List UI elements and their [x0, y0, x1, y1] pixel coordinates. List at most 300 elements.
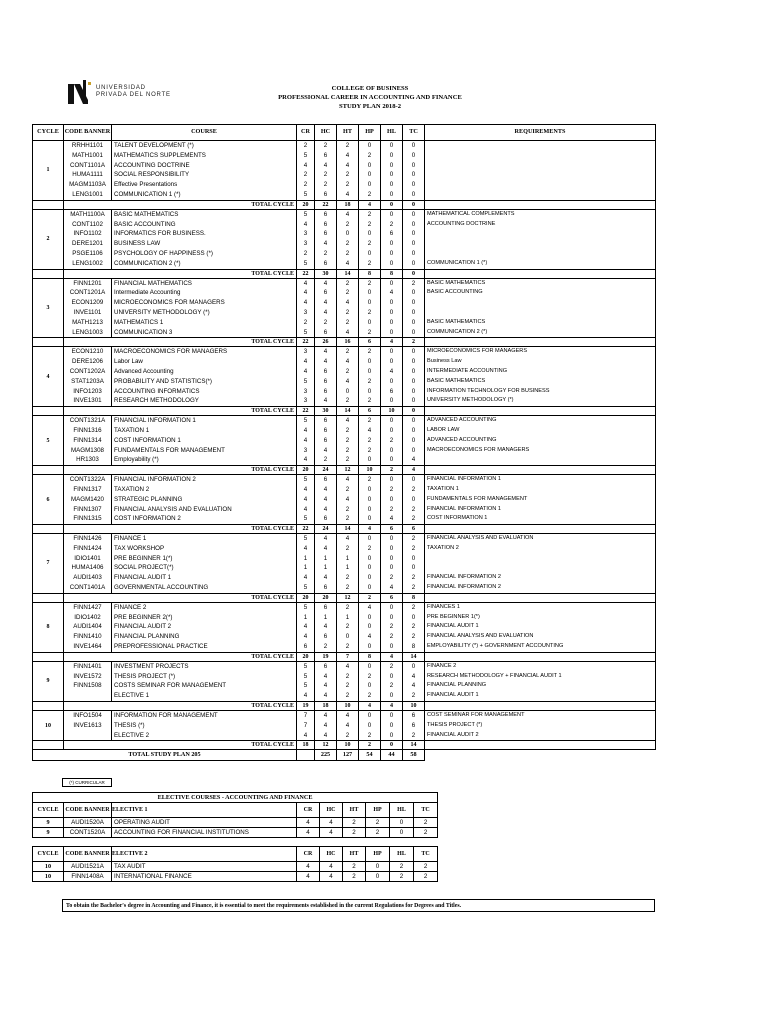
course-hc: 6: [323, 584, 328, 592]
total-hp: 4: [359, 702, 381, 711]
col-cycle: CYCLE: [33, 803, 64, 818]
tc-column: [403, 416, 425, 466]
course-hp: 2: [367, 692, 372, 700]
total-cycle-label: TOTAL CYCLE: [64, 525, 297, 534]
total-hc: 19: [315, 652, 337, 661]
ht-column: [337, 209, 359, 269]
elective-cycle: 9: [33, 828, 64, 838]
course-code: MATH1001: [72, 151, 103, 159]
hc-column: [315, 347, 337, 407]
total-ht: 16: [337, 338, 359, 347]
course-hl: 4: [389, 367, 394, 375]
course-requirement: TAXATION 1: [427, 485, 459, 492]
course-ht: 4: [345, 151, 350, 159]
course-hp: 0: [367, 721, 372, 729]
ht-column: [337, 534, 359, 594]
cycle-total-row: [33, 652, 656, 661]
course-hl: 0: [389, 544, 394, 552]
code-column: [64, 534, 112, 594]
total-req-spacer: [425, 200, 656, 209]
total-ht: 18: [337, 200, 359, 209]
course-tc: 2: [411, 623, 416, 631]
course-hl: 0: [389, 151, 394, 159]
total-hl: 0: [381, 741, 403, 750]
course-requirement: [427, 229, 655, 239]
course-tc: 2: [411, 505, 416, 513]
course-hc: 6: [323, 151, 328, 159]
course-name: SOCIAL PROJECT(*): [114, 564, 174, 572]
course-code: INFO1504: [73, 712, 102, 720]
ht-column: [337, 475, 359, 525]
total-req-spacer: [425, 593, 656, 602]
course-column: [112, 602, 297, 652]
course-hp: 0: [367, 623, 372, 631]
course-tc: 0: [411, 446, 416, 454]
requirements-column: [425, 661, 656, 701]
ht-column: [337, 602, 359, 652]
course-ht: 4: [345, 190, 350, 198]
course-tc: 0: [411, 476, 416, 484]
cr-column: [297, 209, 315, 269]
hc-column: [315, 602, 337, 652]
course-ht: 2: [345, 692, 350, 700]
total-cycle-label: TOTAL CYCLE: [64, 407, 297, 416]
col-tc: TC: [403, 125, 425, 141]
course-code: MAGM1103A: [69, 181, 106, 189]
cycle-block: [33, 475, 656, 525]
course-tc: 0: [411, 181, 416, 189]
course-ht: 4: [345, 535, 350, 543]
course-hl: 2: [389, 485, 394, 493]
requirements-column: [425, 209, 656, 269]
ht-column: [337, 661, 359, 701]
course-tc: 0: [411, 397, 416, 405]
elective-cycle: 10: [33, 862, 64, 872]
course-name: FINANCIAL PLANNING: [114, 633, 180, 641]
course-column: [112, 347, 297, 407]
course-column: [112, 534, 297, 594]
ht-column: [337, 416, 359, 466]
total-tc: 6: [403, 525, 425, 534]
cycle-block: [33, 347, 656, 407]
course-cr: 3: [303, 387, 308, 395]
course-requirement: BASIC MATHEMATICS: [427, 279, 486, 286]
tc-column: [403, 534, 425, 594]
course-cr: 5: [303, 535, 308, 543]
hc-column: [315, 475, 337, 525]
total-hc: 18: [315, 702, 337, 711]
cr-column: [297, 711, 315, 741]
hp-column: [359, 602, 381, 652]
course-tc: 0: [411, 348, 416, 356]
total-ht: 14: [337, 525, 359, 534]
course-cr: 2: [303, 171, 308, 179]
course-name: BUSINESS LAW: [114, 240, 161, 248]
col-requirements: REQUIREMENTS: [425, 125, 656, 141]
course-ht: 2: [345, 279, 350, 287]
course-tc: 0: [411, 662, 416, 670]
course-cr: 5: [303, 672, 308, 680]
total-hc: 30: [315, 407, 337, 416]
course-code: CONT1201A: [69, 289, 106, 297]
col-cr: CR: [297, 803, 320, 818]
course-cr: 4: [303, 692, 308, 700]
total-spacer: [33, 466, 64, 475]
total-cr: 20: [297, 593, 315, 602]
course-hc: 2: [323, 142, 328, 149]
total-req-spacer: [425, 338, 656, 347]
course-cr: 1: [303, 613, 308, 621]
course-ht: 0: [345, 633, 350, 641]
cycle-block: [33, 209, 656, 269]
total-tc: 0: [403, 407, 425, 416]
course-hc: 1: [323, 564, 328, 572]
course-ht: 2: [345, 436, 350, 444]
course-tc: 0: [411, 220, 416, 228]
course-code: CONT1101A: [70, 161, 105, 169]
plan-title: STUDY PLAN 2018-2: [338, 103, 402, 110]
course-cr: 3: [303, 230, 308, 238]
code-column: [64, 475, 112, 525]
col-cycle: CYCLE: [33, 847, 64, 862]
course-requirement: [427, 141, 655, 151]
cycle-total-row: [33, 269, 656, 278]
grand-total-hl: 44: [381, 750, 403, 761]
hc-column: [315, 661, 337, 701]
course-hp: 2: [367, 544, 372, 552]
course-hp: 0: [367, 387, 372, 395]
course-requirement: PRE BEGINNER 1(*): [427, 613, 480, 620]
course-hp: 2: [367, 240, 372, 248]
course-ht: 2: [345, 289, 350, 297]
elective-code: AUDI1521A: [64, 862, 112, 872]
course-code: FINN1314: [73, 436, 102, 444]
grand-total-ht: 127: [337, 750, 359, 761]
course-ht: 2: [345, 249, 350, 257]
course-hl: 0: [389, 603, 394, 611]
course-name: PRE BEGINNER 1(*): [114, 554, 173, 562]
total-ht: 14: [337, 269, 359, 278]
elective-block-title: ELECTIVE 2: [112, 847, 297, 862]
course-hl: 0: [389, 712, 394, 720]
college-title: COLLEGE OF BUSINESS: [331, 85, 409, 92]
total-spacer: [33, 407, 64, 416]
total-hp: 2: [359, 741, 381, 750]
total-hl: 8: [381, 269, 403, 278]
course-cr: 1: [303, 564, 308, 572]
course-name: MATHEMATICS SUPPLEMENTS: [114, 151, 206, 159]
course-column: [112, 209, 297, 269]
course-ht: 2: [345, 485, 350, 493]
course-hp: 0: [367, 249, 372, 257]
course-column: [112, 475, 297, 525]
course-hc: 4: [323, 505, 328, 513]
course-hc: 6: [323, 476, 328, 484]
course-cr: 5: [303, 476, 308, 484]
course-requirement: FINANCIAL AUDIT 1: [427, 623, 479, 630]
cycle-total-row: [33, 338, 656, 347]
course-hl: 0: [389, 299, 394, 307]
total-spacer: [33, 525, 64, 534]
course-code: FINN1424: [73, 544, 102, 552]
hp-column: [359, 416, 381, 466]
course-ht: 2: [345, 682, 350, 690]
tc-column: [403, 602, 425, 652]
course-name: COSTS SEMINAR FOR MANAGEMENT: [114, 682, 227, 690]
cycle-number: 4: [33, 347, 64, 407]
course-requirement: FINANCIAL ANALYSIS AND EVALUATION: [427, 633, 534, 640]
total-req-spacer: [425, 525, 656, 534]
course-name: COMMUNICATION 2 (*): [114, 259, 181, 267]
course-code: FINN1410: [73, 633, 102, 641]
total-hl: 4: [381, 702, 403, 711]
course-tc: 0: [411, 387, 416, 395]
elective-tc: 2: [414, 818, 438, 828]
course-tc: 0: [411, 142, 416, 149]
course-column: [112, 278, 297, 338]
course-hl: 0: [389, 731, 394, 739]
total-hl: 10: [381, 407, 403, 416]
elective-header-row: [33, 803, 438, 818]
course-hl: 0: [389, 279, 394, 287]
total-req-spacer: [425, 741, 656, 750]
code-column: [64, 711, 112, 741]
course-hp: 2: [367, 328, 372, 336]
col-hl: HL: [390, 847, 414, 862]
course-requirement: [427, 151, 655, 161]
course-column: [112, 711, 297, 741]
course-hl: 6: [389, 387, 394, 395]
course-code: MATH1213: [72, 318, 103, 326]
course-requirement: COST SEMINAR FOR MANAGEMENT: [427, 712, 525, 719]
course-hp: 0: [367, 535, 372, 543]
course-ht: 2: [345, 515, 350, 523]
total-hp: 6: [359, 338, 381, 347]
course-hp: 4: [367, 426, 372, 434]
course-ht: 2: [345, 348, 350, 356]
course-cr: 3: [303, 446, 308, 454]
col-hp: HP: [366, 803, 390, 818]
course-name: Intermediate Accounting: [114, 289, 181, 297]
hp-column: [359, 661, 381, 701]
course-code: HUMA1406: [71, 564, 104, 572]
course-hc: 6: [323, 190, 328, 198]
course-hc: 4: [323, 161, 328, 169]
course-ht: 4: [345, 417, 350, 425]
course-cr: 5: [303, 603, 308, 611]
course-name: TALENT DEVELOPMENT (*): [114, 142, 194, 149]
course-hp: 0: [367, 299, 372, 307]
course-hl: 0: [389, 210, 394, 218]
course-hc: 6: [323, 387, 328, 395]
cr-column: [297, 278, 315, 338]
course-requirement: COMMUNICATION 2 (*): [427, 328, 488, 335]
elective-title: ELECTIVE COURSES - ACCOUNTING AND FINANCE: [33, 793, 438, 803]
course-hc: 1: [323, 613, 328, 621]
course-hc: 6: [323, 515, 328, 523]
elective-cycle: 10: [33, 872, 64, 882]
course-cr: 6: [303, 643, 308, 651]
course-hc: 4: [323, 682, 328, 690]
total-cycle-label: TOTAL CYCLE: [64, 652, 297, 661]
course-hl: 0: [389, 318, 394, 326]
col-cycle: CYCLE: [33, 125, 64, 141]
course-name: FUNDAMENTALS FOR MANAGEMENT: [114, 446, 225, 454]
elective-tc: 2: [414, 872, 438, 882]
course-hp: 0: [367, 643, 372, 651]
course-hp: 2: [367, 308, 372, 316]
course-tc: 0: [411, 210, 416, 218]
course-code: FINN1426: [73, 535, 102, 543]
course-name: ACCOUNTING DOCTRINE: [114, 161, 190, 169]
course-hc: 4: [323, 446, 328, 454]
course-hc: 6: [323, 377, 328, 385]
course-ht: 4: [345, 259, 350, 267]
course-hp: 2: [367, 436, 372, 444]
course-requirement: LABOR LAW: [427, 426, 460, 433]
elective-hl: 0: [390, 828, 414, 838]
course-code: CONT1202A: [69, 367, 106, 375]
hp-column: [359, 141, 381, 201]
course-hl: 0: [389, 171, 394, 179]
elective-code: FINN1408A: [64, 872, 112, 882]
cycle-number: 1: [33, 141, 64, 201]
total-spacer: [33, 702, 64, 711]
course-ht: 2: [345, 731, 350, 739]
total-cr: 22: [297, 525, 315, 534]
course-ht: 4: [345, 358, 350, 366]
col-hc: HC: [320, 847, 343, 862]
total-req-spacer: [425, 407, 656, 416]
course-tc: 6: [411, 721, 416, 729]
course-hc: 6: [323, 230, 328, 238]
elective-row: [33, 862, 438, 872]
course-ht: 2: [345, 584, 350, 592]
course-code: AUDI1404: [73, 623, 102, 631]
course-hp: 0: [367, 662, 372, 670]
course-requirement: BASIC MATHEMATICS: [427, 318, 486, 325]
grand-total-hp: 54: [359, 750, 381, 761]
course-cr: 4: [303, 279, 308, 287]
course-cr: 4: [303, 544, 308, 552]
course-tc: 0: [411, 240, 416, 248]
elective-cr: 4: [297, 872, 320, 882]
course-hp: 2: [367, 377, 372, 385]
cycle-block: [33, 711, 656, 741]
hl-column: [381, 209, 403, 269]
course-hl: 2: [389, 574, 394, 582]
course-tc: 0: [411, 190, 416, 198]
course-hl: 4: [389, 584, 394, 592]
elective-tc: 2: [414, 828, 438, 838]
elective-row: [33, 872, 438, 882]
course-requirement: FINANCIAL INFORMATION 1: [427, 505, 501, 512]
course-requirement: MICROECONOMICS FOR MANAGERS: [427, 348, 528, 355]
course-name: SOCIAL RESPONSIBILITY: [114, 171, 190, 179]
course-tc: 0: [411, 259, 416, 267]
course-name: FINANCIAL ANALYSIS AND EVALUATION: [114, 505, 232, 513]
total-hl: 4: [381, 652, 403, 661]
total-tc: 0: [403, 269, 425, 278]
course-name: Effective Presentations: [114, 181, 178, 189]
course-hl: 2: [389, 623, 394, 631]
course-requirement: FINANCIAL INFORMATION 2: [427, 584, 501, 591]
course-name: FINANCIAL MATHEMATICS: [114, 279, 192, 287]
total-hp: 4: [359, 525, 381, 534]
requirements-column: [425, 711, 656, 741]
course-tc: 0: [411, 151, 416, 159]
course-cr: 1: [303, 554, 308, 562]
total-tc: 8: [403, 593, 425, 602]
hl-column: [381, 661, 403, 701]
course-ht: 1: [345, 564, 350, 572]
code-column: [64, 602, 112, 652]
elective-hl: 0: [390, 818, 414, 828]
course-name: FINANCIAL AUDIT 2: [114, 623, 172, 631]
course-name: MACROECONOMICS FOR MANAGERS: [114, 348, 228, 356]
elective-name: ACCOUNTING FOR FINANCIAL INSTITUTIONS: [112, 828, 297, 838]
course-hl: 0: [389, 692, 394, 700]
total-cr: 22: [297, 269, 315, 278]
col-course: COURSE: [112, 125, 297, 141]
course-hc: 6: [323, 259, 328, 267]
ht-column: [337, 141, 359, 201]
course-cr: 5: [303, 584, 308, 592]
course-hl: 2: [389, 505, 394, 513]
course-name: COST INFORMATION 2: [114, 515, 181, 523]
course-name: Employability (*): [114, 456, 159, 464]
course-code: CONT1321A: [69, 417, 106, 425]
course-hl: 4: [389, 289, 394, 297]
course-code: INVE1572: [73, 672, 102, 680]
hl-column: [381, 534, 403, 594]
course-cr: 4: [303, 289, 308, 297]
cr-column: [297, 661, 315, 701]
course-name: INFORMATICS FOR BUSINESS.: [114, 230, 206, 238]
hl-column: [381, 347, 403, 407]
course-hp: 2: [367, 348, 372, 356]
course-hc: 4: [323, 672, 328, 680]
course-code: [64, 691, 111, 701]
total-cr: 19: [297, 702, 315, 711]
course-name: FINANCE 2: [114, 603, 147, 611]
course-hc: 4: [323, 299, 328, 307]
elective-title-row: [33, 793, 438, 803]
course-hc: 4: [323, 712, 328, 720]
course-requirement: UNIVERSITY METHODOLOGY (*): [427, 397, 514, 404]
hc-column: [315, 278, 337, 338]
course-ht: 2: [345, 456, 350, 464]
course-code: INFO1102: [73, 230, 102, 238]
cycle-total-row: [33, 741, 656, 750]
course-hc: 6: [323, 328, 328, 336]
total-tc: 10: [403, 702, 425, 711]
course-code: CONT1401A: [69, 584, 106, 592]
course-ht: 2: [345, 544, 350, 552]
course-name: FINANCE 1: [114, 535, 147, 543]
col-hp: HP: [366, 847, 390, 862]
course-tc: 0: [411, 161, 416, 169]
course-code: ECON1209: [71, 299, 104, 307]
course-hl: 0: [389, 358, 394, 366]
course-code: INVE1101: [73, 308, 102, 316]
course-hc: 6: [323, 367, 328, 375]
course-code: FINN1401: [73, 662, 102, 670]
curricular-note: (*) CURRICULAR: [62, 778, 112, 787]
course-ht: 2: [345, 672, 350, 680]
course-hl: 0: [389, 348, 394, 356]
elective-hp: 0: [366, 872, 390, 882]
